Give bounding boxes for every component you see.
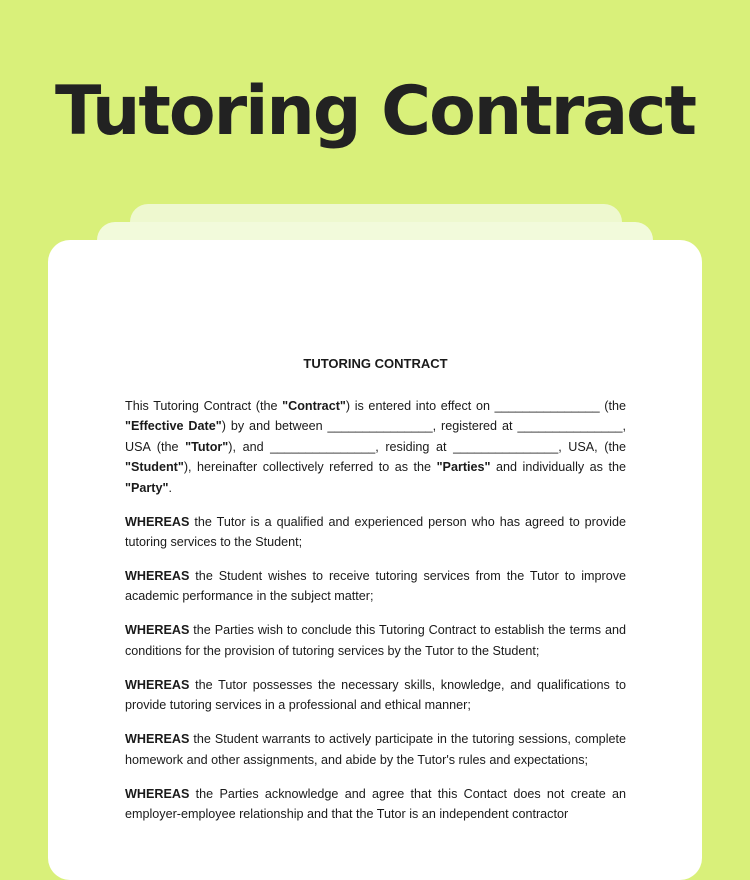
intro-text: ), hereinafter collectively referred to as the: [183, 460, 437, 475]
whereas-text: the Tutor possesses the necessary skills, knowledge, and qualifications to provide tutoring services in a professional and ethical manner;: [125, 677, 626, 713]
whereas-clause: [125, 675, 626, 716]
term-effective-date: "Effective Date": [125, 419, 222, 434]
whereas-clause: [125, 620, 626, 661]
whereas-label: WHEREAS: [125, 514, 190, 529]
intro-paragraph: [125, 396, 626, 498]
intro-text: This Tutoring Contract (the: [125, 399, 283, 413]
whereas-label: WHEREAS: [125, 623, 190, 638]
intro-text: ) by and between _______________, registered at _______________, USA (the: [125, 419, 627, 454]
intro-text: ) is entered into effect on _______________ (the: [345, 399, 626, 413]
whereas-label: WHEREAS: [125, 569, 190, 584]
whereas-label: WHEREAS: [125, 677, 190, 692]
whereas-text: the Tutor is a qualified and experienced person who has agreed to provide tutoring services to the Student;: [125, 514, 626, 550]
intro-text: and individually as the: [490, 460, 626, 475]
term-party: "Party": [125, 480, 169, 495]
whereas-label: WHEREAS: [125, 786, 190, 801]
whereas-clause: [125, 566, 626, 607]
term-parties: "Parties": [436, 460, 491, 475]
whereas-text: the Parties wish to conclude this Tutoring Contract to establish the terms and conditions for the provision of tutoring services by the Tutor to the Student;: [125, 623, 626, 658]
whereas-text: the Student warrants to actively participate in the tutoring sessions, complete homework and other assignments, and abide by the Tutor's rules and expectations;: [125, 732, 626, 767]
whereas-text: the Parties acknowledge and agree that this Contact does not create an employer-employee relationship and that the Tutor is an independent contractor: [125, 786, 626, 822]
whereas-clause: [125, 784, 626, 825]
whereas-text: the Student wishes to receive tutoring services from the Tutor to improve academic performance in the subject matter;: [125, 569, 626, 604]
term-student: "Student": [125, 460, 184, 475]
document-body: [125, 355, 626, 838]
whereas-label: WHEREAS: [125, 732, 190, 747]
document-title: TUTORING CONTRACT: [303, 356, 448, 371]
term-contract: "Contract": [282, 399, 346, 413]
hero-title: Tutoring Contract: [55, 72, 695, 151]
whereas-clause: [125, 729, 626, 770]
intro-text: .: [168, 480, 172, 495]
term-tutor: "Tutor": [185, 439, 229, 454]
whereas-clause: [125, 512, 626, 553]
intro-text: ), and _______________, residing at _______________, USA, (the: [228, 439, 626, 454]
